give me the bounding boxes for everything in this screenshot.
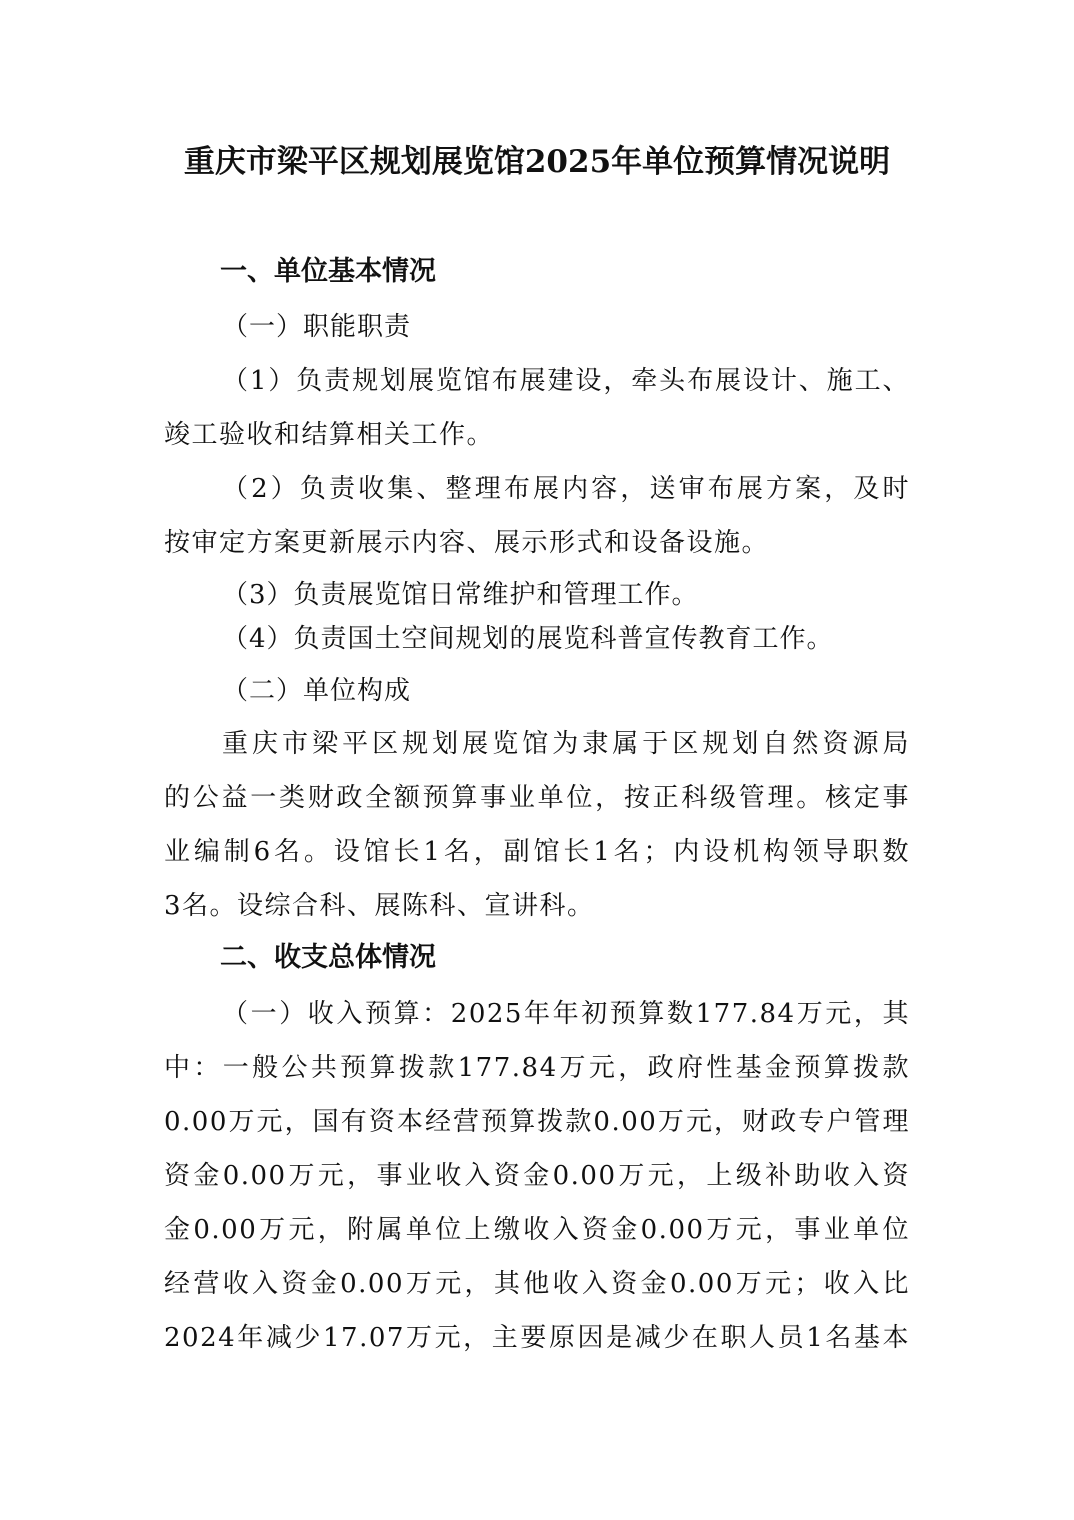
paragraph-duty-1: [164, 354, 910, 462]
subheading-composition: （二）单位构成: [222, 676, 412, 706]
paragraph-duty-3: （3）负责展览馆日常维护和管理工作。: [222, 580, 699, 610]
text-line: 竣工验收和结算相关工作。: [164, 420, 495, 450]
paragraph-composition: [164, 717, 910, 933]
text-line: 经营收入资金0.00万元，其他收入资金0.00万元；收入比: [164, 1269, 910, 1299]
text-line: 3名。设综合科、展陈科、宣讲科。: [164, 891, 595, 921]
section-heading-basic-info: 一、单位基本情况: [220, 256, 436, 287]
text-line: 的公益一类财政全额预算事业单位，按正科级管理。核定事: [164, 783, 910, 813]
text-line: 重庆市梁平区规划展览馆为隶属于区规划自然资源局: [222, 729, 910, 759]
text-line: 中：一般公共预算拨款177.84万元，政府性基金预算拨款: [164, 1053, 910, 1083]
text-line: 业编制6名。设馆长1名，副馆长1名；内设机构领导职数: [164, 837, 910, 867]
text-line: 2024年减少17.07万元，主要原因是减少在职人员1名基本: [164, 1323, 910, 1353]
text-line: 资金0.00万元，事业收入资金0.00万元，上级补助收入资: [164, 1161, 910, 1191]
text-line: 金0.00万元，附属单位上缴收入资金0.00万元，事业单位: [164, 1215, 910, 1245]
document-title: 重庆市梁平区规划展览馆2025年单位预算情况说明: [183, 144, 891, 180]
section-heading-income-expense: 二、收支总体情况: [220, 942, 436, 973]
text-line: 0.00万元，国有资本经营预算拨款0.00万元，财政专户管理: [164, 1107, 910, 1137]
text-line: （1）负责规划展览馆布展建设，牵头布展设计、施工、: [222, 366, 910, 396]
subheading-duties: （一）职能职责: [222, 312, 412, 342]
paragraph-duty-2: [164, 462, 910, 570]
paragraph-income-budget: [164, 987, 910, 1365]
text-line: （2）负责收集、整理布展内容，送审布展方案，及时: [222, 474, 910, 504]
text-line: （一）收入预算：2025年年初预算数177.84万元，其: [222, 999, 910, 1029]
text-line: 按审定方案更新展示内容、展示形式和设备设施。: [164, 528, 770, 558]
paragraph-duty-4: （4）负责国土空间规划的展览科普宣传教育工作。: [222, 624, 834, 654]
